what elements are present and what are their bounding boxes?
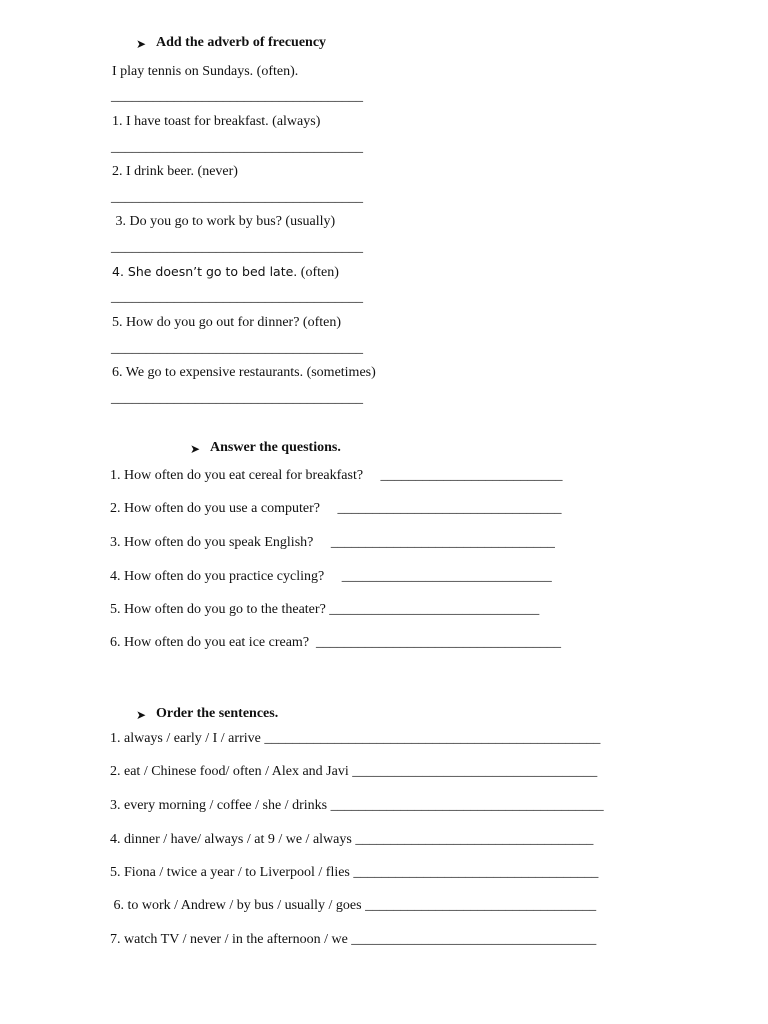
exercise-item: 2. I drink beer. (never) — [112, 164, 238, 179]
question-item: 1. How often do you eat cereal for breakfast? __________________________ — [110, 468, 563, 483]
exercise-item: 5. How do you go out for dinner? (often) — [112, 315, 342, 330]
example-sentence: I play tennis on Sundays. (often). — [112, 64, 299, 79]
answer-blank: ____________________________________ — [111, 341, 363, 356]
exercise-item-adverb: (often) — [297, 265, 339, 280]
exercise-item: 6. We go to expensive restaurants. (sometimes) — [112, 365, 376, 380]
question-item: 5. How often do you go to the theater? ______________________________ — [110, 602, 540, 617]
exercise-item: 3. Do you go to work by bus? (usually) — [112, 214, 336, 229]
answer-blank: ____________________________________ — [111, 240, 363, 255]
question-item: 4. How often do you practice cycling? ______________________________ — [110, 569, 552, 584]
exercise-item-text: 4. She doesn’t go to bed late. — [112, 264, 298, 279]
order-item: 7. watch TV / never / in the afternoon / we ___________________________________ — [110, 932, 597, 947]
answer-blank: ____________________________________ — [111, 190, 363, 205]
exercise-item — [112, 264, 339, 281]
order-item: 4. dinner / have/ always / at 9 / we / always __________________________________ — [110, 832, 594, 847]
question-item: 6. How often do you eat ice cream? ___________________________________ — [110, 635, 562, 650]
exercise-item: 1. I have toast for breakfast. (always) — [112, 114, 321, 129]
order-item: 6. to work / Andrew / by bus / usually / goes _________________________________ — [110, 898, 597, 913]
question-item: 2. How often do you use a computer? ________________________________ — [110, 501, 562, 516]
answer-blank: ____________________________________ — [111, 290, 363, 305]
section3-heading: Order the sentences. — [156, 706, 279, 721]
order-item: 5. Fiona / twice a year / to Liverpool / flies ___________________________________ — [110, 865, 599, 880]
order-item: 2. eat / Chinese food/ often / Alex and Javi ___________________________________ — [110, 764, 598, 779]
answer-blank: ____________________________________ — [111, 140, 363, 155]
order-item: 3. every morning / coffee / she / drinks _______________________________________ — [110, 798, 604, 813]
section1-heading: Add the adverb of frecuency — [156, 35, 327, 50]
bullet-arrow-icon: ➤ — [136, 708, 147, 722]
bullet-arrow-icon: ➤ — [136, 37, 147, 51]
answer-blank: ____________________________________ — [111, 391, 363, 406]
answer-blank: ____________________________________ — [111, 89, 363, 104]
bullet-arrow-icon: ➤ — [190, 442, 201, 456]
order-item: 1. always / early / I / arrive ________________________________________________ — [110, 731, 601, 746]
section2-heading: Answer the questions. — [210, 440, 341, 455]
question-item: 3. How often do you speak English? ________________________________ — [110, 535, 555, 550]
